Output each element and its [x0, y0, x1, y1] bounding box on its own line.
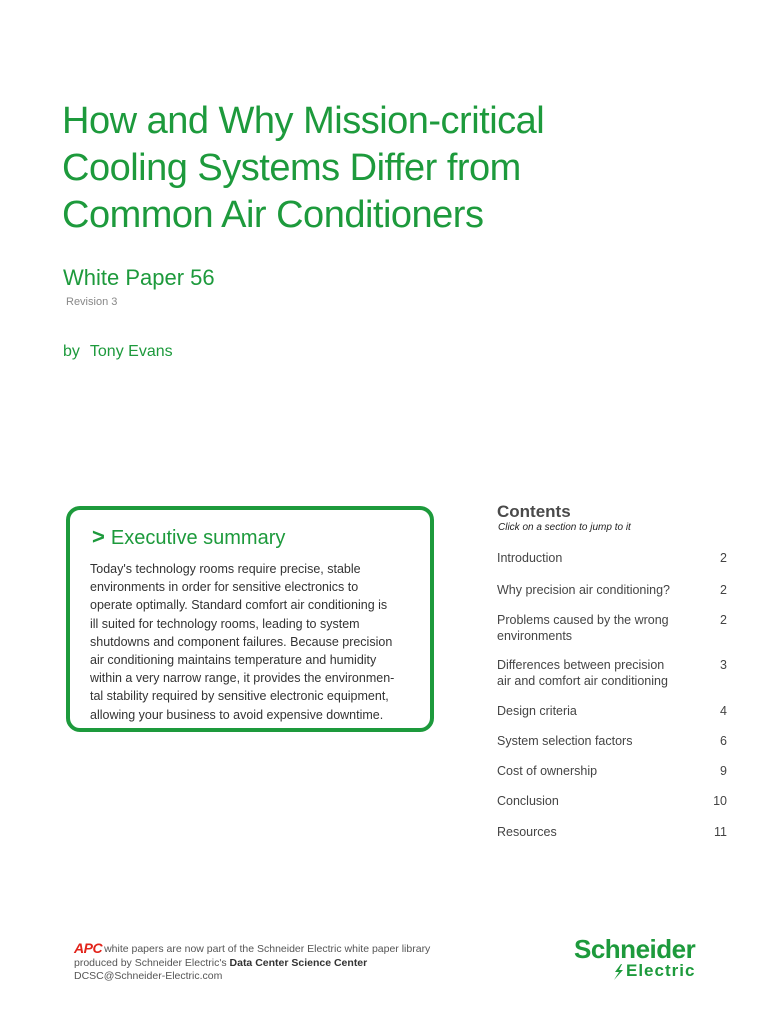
footer-email[interactable]: DCSC@Schneider-Electric.com — [74, 970, 223, 982]
footer-line-1 — [74, 942, 430, 957]
toc-item-label — [497, 763, 697, 779]
toc-item-why-precision[interactable] — [497, 582, 729, 598]
toc-label-line: Why precision air conditioning? — [497, 583, 671, 597]
toc-label-line: Cost of ownership — [497, 764, 598, 778]
summary-line: shutdowns and component failures. Because precision — [90, 634, 393, 649]
toc-label-line: Resources — [497, 825, 557, 839]
summary-line: air conditioning maintains temperature and humidity — [90, 653, 377, 668]
toc-item-page: 4 — [720, 704, 727, 718]
toc-item-label — [497, 582, 697, 598]
toc-label-line: Conclusion — [497, 794, 559, 808]
toc-item-introduction[interactable] — [497, 550, 729, 566]
toc-item-page: 2 — [720, 551, 727, 565]
byline-prefix: by — [63, 343, 80, 360]
executive-summary-text — [90, 560, 426, 724]
toc-item-system-selection[interactable] — [497, 733, 729, 749]
toc-item-label — [497, 550, 697, 566]
toc-item-design-criteria[interactable] — [497, 703, 729, 719]
toc-label-line: Design criteria — [497, 704, 577, 718]
toc-label-line: Introduction — [497, 551, 563, 565]
summary-line: operate optimally. Standard comfort air conditioning is — [90, 598, 388, 613]
toc-label-line: environments — [497, 629, 573, 643]
toc-item-cost-of-ownership[interactable] — [497, 763, 729, 779]
logo-line-2: Electric — [626, 961, 696, 980]
toc-item-resources[interactable] — [497, 824, 729, 840]
document-title — [62, 98, 682, 239]
toc-label-line: Problems caused by the wrong — [497, 613, 669, 627]
summary-line: tal stability required by sensitive electronic equipment, — [90, 689, 389, 704]
executive-summary-box — [66, 506, 434, 732]
revision-label: Revision 3 — [66, 296, 118, 308]
summary-line: environments in order for sensitive electronics to — [90, 580, 359, 595]
toc-item-page: 2 — [720, 583, 727, 597]
toc-item-page: 6 — [720, 734, 727, 748]
summary-line: allowing your business to avoid expensive downtime. — [90, 707, 384, 722]
footer-text: white papers are now part of the Schneider Electric white paper library — [104, 943, 431, 955]
toc-item-label — [497, 824, 697, 840]
toc-item-label — [497, 793, 697, 809]
toc-item-problems[interactable] — [497, 612, 729, 644]
logo-line-1: Schneider — [574, 934, 696, 964]
toc-item-page: 11 — [714, 825, 727, 839]
white-paper-label: White Paper 56 — [63, 265, 215, 290]
footer-line-2 — [74, 957, 430, 971]
toc-item-page: 2 — [720, 613, 727, 627]
toc-label-line: Differences between precision — [497, 658, 665, 672]
author-byline — [63, 343, 173, 361]
toc-item-label — [497, 703, 697, 719]
executive-summary-heading — [92, 524, 285, 550]
contents-hint: Click on a section to jump to it — [498, 522, 631, 533]
chevron-right-icon: > — [92, 524, 105, 549]
toc-item-page: 10 — [713, 794, 727, 808]
summary-line: within a very narrow range, it provides the environmen- — [90, 671, 395, 686]
toc-item-differences[interactable] — [497, 657, 729, 689]
author-name: Tony Evans — [89, 343, 173, 360]
summary-line: Today's technology rooms require precise, stable — [90, 562, 361, 576]
toc-item-conclusion[interactable] — [497, 793, 729, 809]
contents-heading: Contents — [497, 502, 571, 521]
executive-summary-title: Executive summary — [110, 527, 286, 549]
title-line: How and Why Mission-critical — [62, 100, 545, 142]
toc-item-label — [497, 733, 697, 749]
toc-label-line: air and comfort air conditioning — [497, 674, 668, 688]
footer-text: produced by Schneider Electric's — [74, 956, 230, 969]
schneider-electric-mark-icon — [608, 962, 628, 982]
schneider-electric-logo — [574, 934, 724, 984]
toc-item-page: 3 — [720, 658, 727, 672]
footer-strong-text: Data Center Science Center — [229, 956, 368, 969]
title-line: Cooling Systems Differ from — [62, 147, 521, 189]
footer-notice — [74, 942, 430, 984]
toc-item-label — [497, 612, 697, 644]
toc-item-label — [497, 657, 697, 689]
toc-item-page: 9 — [720, 764, 727, 778]
title-line: Common Air Conditioners — [62, 194, 484, 236]
summary-line: ill suited for technology rooms, leading to system — [90, 616, 360, 631]
apc-logo: APC — [74, 940, 103, 956]
toc-label-line: System selection factors — [497, 734, 633, 748]
